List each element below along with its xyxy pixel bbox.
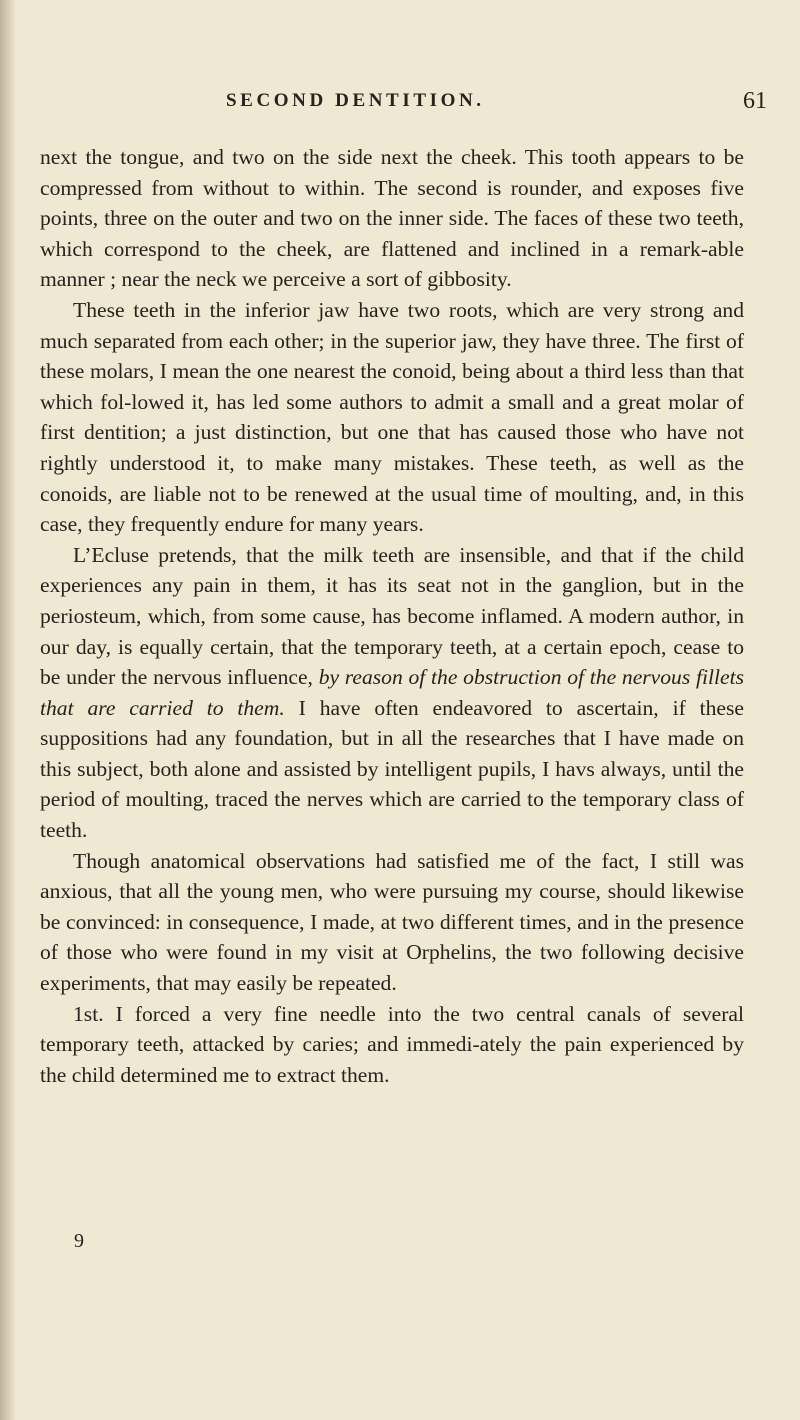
paragraph-continued: next the tongue, and two on the side next the cheek. This tooth appears to be compressed from without to within. The second is rounder, and exposes five points, three on the outer and two on the inner side. The faces of these two teeth, which correspond to the cheek, are flattened and inclined in a remark-able manner ; near the neck we perceive a sort of gibbosity. [40,145,744,292]
body-text [40,142,744,1090]
paragraph-lecluse-text-a: L’Ecluse pretends, that the milk teeth are insensible, and that if the child experiences any pain in them, it has its seat not in the ganglion, but in the periosteum, which, from some cause, has become inflamed. A modern author, in our day, is equally certain, that the temporary teeth, at a certain epoch, cease to be under the nervous influence, [40,542,744,690]
paragraph-lecluse-text-b: I have often endeavored to ascertain, if these suppositions had any foundation, but in all the researches that I have made on this subject, both alone and assisted by intelligent pupils, I havs always, until the period of moulting, traced the nerves which are carried to the temporary class of teeth. [40,695,744,843]
paragraph-lecluse-italic: by reason of the obstruction of the nervous fillets that are carried to them. [40,665,744,720]
paragraph-anatomical: Though anatomical observations had satisfied me of the fact, I still was anxious, that all the young men, who were pursuing my course, should likewise be convinced: in consequence, I made, at two different times, and in the presence of those who were found in my visit at Orphelins, the two following decisive experiments, that may easily be repeated. [40,848,744,996]
paragraph-roots: These teeth in the inferior jaw have two roots, which are very strong and much separated from each other; in the superior jaw, they have three. The first of these molars, I mean the one nearest the conoid, being about a third less than that which fol-lowed it, has led some authors to admit a small and a great molar of first dentition; a just distinction, but one that has caused those who have not rightly understood it, to make many mistakes. These teeth, as well as the conoids, are liable not to be renewed at the usual time of moulting, and, in this case, they frequently endure for many years. [40,297,744,537]
paragraph-lecluse [40,540,744,846]
page-number: 61 [743,88,767,114]
page-binding-shadow [0,0,16,1420]
running-title: SECOND DENTITION. [226,90,485,111]
paragraph-first-experiment: 1st. I forced a very fine needle into the two central canals of several temporary teeth, attacked by caries; and immedi-ately the pain experienced by the child determined me to extract them. [40,1001,744,1087]
signature-mark: 9 [74,1230,84,1252]
book-page [28,0,800,1420]
running-head [28,88,800,118]
